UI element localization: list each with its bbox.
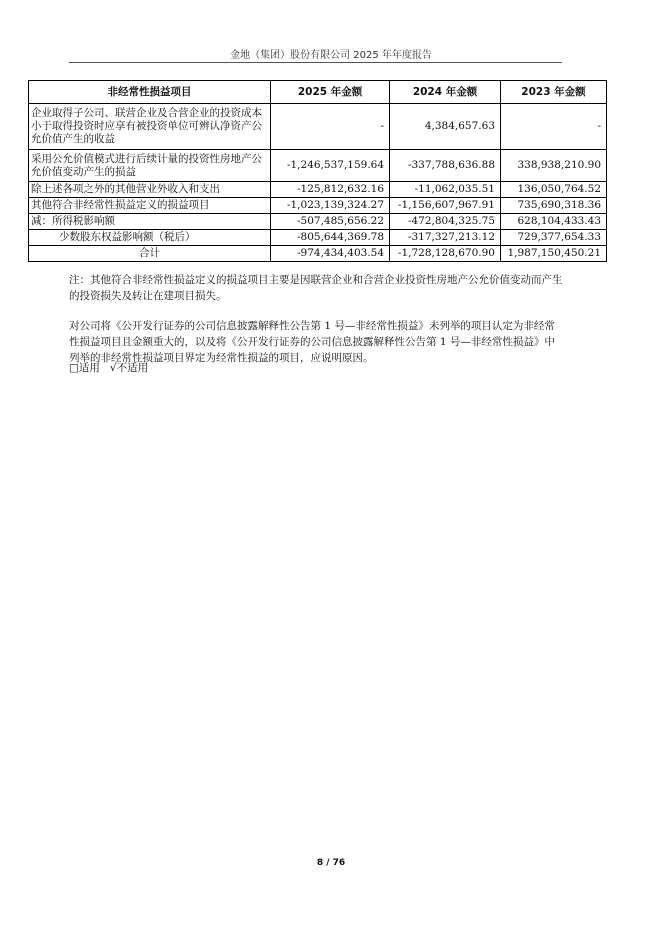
value-2025: -805,644,369.78 xyxy=(271,230,390,246)
applicability-options xyxy=(69,360,564,376)
table-row xyxy=(29,198,607,214)
value-2023: - xyxy=(501,104,607,150)
table-note: 注：其他符合非经常性损益定义的损益项目主要是因联营企业和合营企业投资性房地产公允价值变动而产生的投资损失及转让在建项目损失。 xyxy=(69,274,563,302)
column-header-2023: 2023 年金额 xyxy=(501,81,607,104)
value-2023: 729,377,654.33 xyxy=(501,230,607,246)
value-2025: - xyxy=(271,104,390,150)
row-item-label: 除上述各项之外的其他营业外收入和支出 xyxy=(29,182,271,198)
value-2025: -974,434,403.54 xyxy=(271,246,390,262)
total-label: 合计 xyxy=(29,246,271,262)
table-header-row xyxy=(29,81,607,104)
header-divider xyxy=(69,62,562,63)
value-2024: 4,384,657.63 xyxy=(390,104,501,150)
column-header-2025: 2025 年金额 xyxy=(271,81,390,104)
value-2025: -1,246,537,159.64 xyxy=(271,150,390,182)
row-item-label: 采用公允价值模式进行后续计量的投资性房地产公允价值变动产生的损益 xyxy=(29,150,271,182)
column-header-item: 非经常性损益项目 xyxy=(29,81,271,104)
table-row xyxy=(29,150,607,182)
value-2023: 735,690,318.36 xyxy=(501,198,607,214)
page-header: 金地（集团）股份有限公司 2025 年年度报告 xyxy=(230,50,432,61)
value-2024: -1,728,128,670.90 xyxy=(390,246,501,262)
table-row xyxy=(29,230,607,246)
value-2024: -337,788,636.88 xyxy=(390,150,501,182)
value-2024: -1,156,607,967.91 xyxy=(390,198,501,214)
disclosure-paragraph: 对公司将《公开发行证券的公司信息披露解释性公告第 1 号—非经常性损益》未列举的项目认定为非经常性损益项目且金额重大的，以及将《公开发行证券的公司信息披露解释性公告第 1 号—非经常性损益》中列举的非经常性损益项目界定为经常性损益的项目，应说明原因。 xyxy=(69,320,555,364)
table-row xyxy=(29,182,607,198)
value-2023: 628,104,433.43 xyxy=(501,214,607,230)
option-not-applicable: √不适用 xyxy=(109,362,149,374)
value-2024: -317,327,213.12 xyxy=(390,230,501,246)
table-row xyxy=(29,214,607,230)
value-2024: -472,804,325.75 xyxy=(390,214,501,230)
option-applicable: □适用 xyxy=(69,362,100,374)
value-2023: 136,050,764.52 xyxy=(501,182,607,198)
table-row xyxy=(29,246,607,262)
table-row xyxy=(29,104,607,150)
value-2025: -125,812,632.16 xyxy=(271,182,390,198)
row-item-label: 少数股东权益影响额（税后） xyxy=(29,230,271,246)
row-item-label: 企业取得子公司、联营企业及合营企业的投资成本小于取得投资时应享有被投资单位可辨认净资产公允价值产生的收益 xyxy=(29,104,271,150)
value-2023: 1,987,150,450.21 xyxy=(501,246,607,262)
value-2025: -1,023,139,324.27 xyxy=(271,198,390,214)
value-2024: -11,062,035.51 xyxy=(390,182,501,198)
page-number: 8 / 76 xyxy=(316,858,346,868)
value-2025: -507,485,656.22 xyxy=(271,214,390,230)
value-2023: 338,938,210.90 xyxy=(501,150,607,182)
row-item-label: 减：所得税影响额 xyxy=(29,214,271,230)
non-recurring-gains-table xyxy=(28,80,607,262)
row-item-label: 其他符合非经常性损益定义的损益项目 xyxy=(29,198,271,214)
column-header-2024: 2024 年金额 xyxy=(390,81,501,104)
